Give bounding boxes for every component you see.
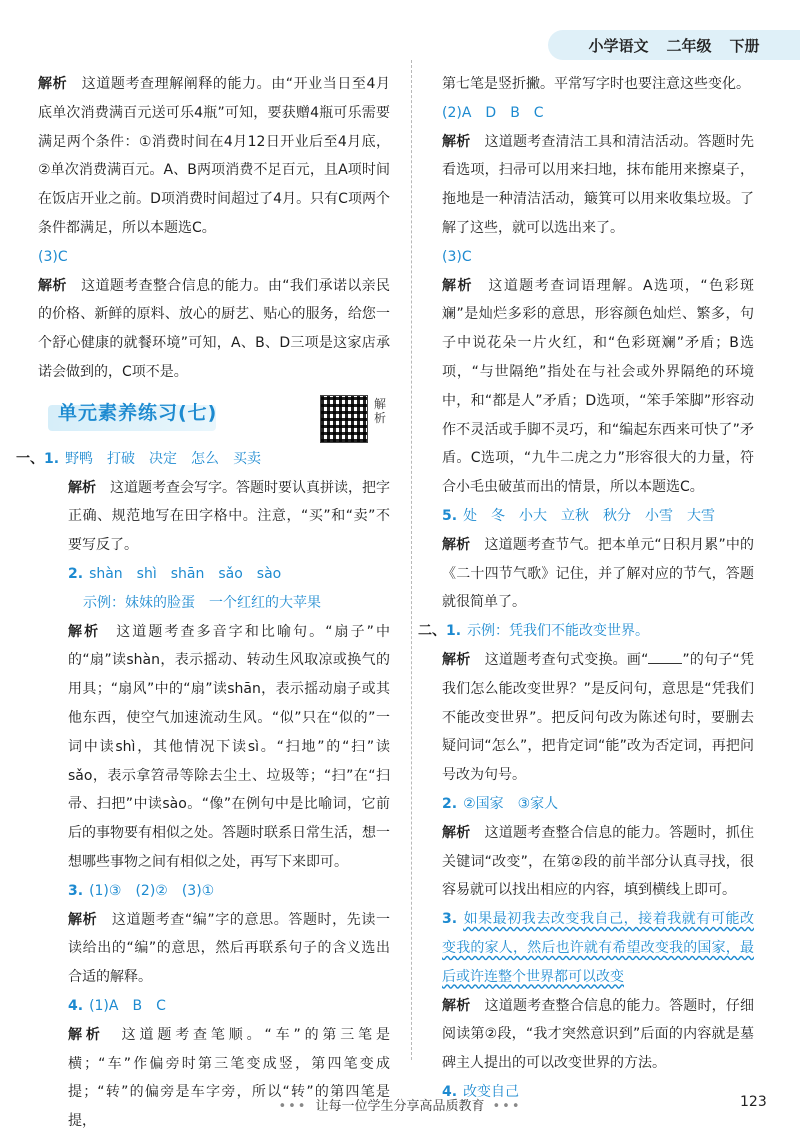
header-tab <box>548 30 800 60</box>
unit-title: 单元素养练习(七) <box>58 401 218 424</box>
q2-example: 示例：妹妹的脸蛋 一个红红的大苹果 <box>83 594 321 611</box>
q2-analysis: 解析 这道题考查多音字和比喻句。“扇子”中的“扇”读shàn，表示摇动、转动生风取凉或换气的用具；“扇风”中的“扇”读shān，表示摇动扇子或其他东西，使空气加速流动生风。“似”只在“似的”一词中读shì，其他情况下读sì。“扫地”的“扫”读sǎo，表示拿笤帚等除去尘土、垃圾等；“扫”在“扫帚、扫把”中读sào。“像”在例句中是比喻词，它前后的事物要有相似之处。答题时联系日常生活，想一想哪些事物之间有相似之处，再写下来即可。 <box>68 623 391 870</box>
unit-title-block <box>38 395 390 439</box>
q4-answer-line: 4. (1)A B C <box>68 997 166 1014</box>
footer-slogan: 让每一位学生分享高品质教育 <box>315 1099 485 1114</box>
q5-answer-line: 5. 处 冬 小大 立秋 秋分 小雪 大雪 <box>442 507 716 524</box>
column-divider <box>411 60 412 1060</box>
q2-pinyin: shàn shì shān sǎo sào <box>89 565 282 582</box>
right-analysis-2: 解析 这道题考查词语理解。A选项，“色彩斑斓”是灿烂多彩的意思，形容颜色灿烂、繁多，句子中说花朵一片火红，和“色彩斑斓”矛盾；B选项，“与世隔绝”指处在与社会或外界隔绝的环境中，和“都是人”矛盾；D选项，“笨手笨脚”形容动作不灵活或手脚不灵巧，和“编起东西来可快了”矛盾。C选项，“九牛二虎之力”形容很大的力量，符合小毛虫破茧而出的情景，所以本题选C。 <box>442 277 755 496</box>
jiexi-label: 解析 <box>38 277 67 294</box>
footer <box>0 1095 800 1114</box>
q2-answer-line: 2. shàn shì shān sǎo sào <box>68 565 282 582</box>
qr-code-icon[interactable] <box>320 395 368 443</box>
header-term: 下册 <box>729 36 760 55</box>
left-column <box>16 70 391 1136</box>
s2-q3-answer: 如果最初我去改变我自己，接着我就有可能改变我的家人，然后也许就有希望改变我的国家，最后或许连整个世界都可以改变 <box>442 911 754 985</box>
section-two-q1: 二、1. 示例：凭我们不能改变世界。 <box>418 623 650 640</box>
right-answer-3: (3)C <box>442 248 472 265</box>
right-answer-2: (2)A D B C <box>442 104 544 121</box>
q3-analysis: 解析 这道题考查“编”字的意思。答题时，先读一读给出的“编”的意思，然后再联系句子的含义选出合适的解释。 <box>68 911 391 986</box>
s2-q4-answer-line: 4. 改变自己 <box>442 1083 520 1100</box>
right-continuation: 第七笔是竖折撇。平常写字时也要注意这些变化。 <box>442 76 750 92</box>
qr-label: 解析 <box>374 396 387 425</box>
left-answer-3: (3)C <box>38 248 68 265</box>
left-analysis-1: 解析 这道题考查理解阐释的能力。由“开业当日至4月底单次消费满百元送可乐4瓶”可知，要获赠4瓶可乐需要满足两个条件：①消费时间在4月12日开业后至4月底，②单次消费满百元。A、B两项消费不足百元，且A项时间在饭店开业之前。D项消费时间超过了4月。只有C项两个条件都满足，所以本题选C。 <box>38 76 390 236</box>
jiexi-label: 解析 <box>38 76 68 92</box>
section-one-q1: 一、1. 野鸭 打破 决定 怎么 买卖 <box>16 450 262 467</box>
q4-analysis: 解析 这道题考查笔顺。“车”的第三笔是横；“车”作偏旁时第三笔变成竖，第四笔变成提；“转”的偏旁是车字旁，所以“转”的第四笔是提， <box>68 1026 391 1130</box>
left-analysis-2: 解析 这道题考查整合信息的能力。由“我们承诺以亲民的价格、新鲜的原料、放心的厨艺、贴心的服务，给您一个舒心健康的就餐环境”可知，A、B、D三项是这家店承诺会做到的，C项不是。 <box>38 277 391 380</box>
q3-answer-line: 3. (1)③ (2)② (3)① <box>68 882 215 899</box>
q1-answer: 野鸭 打破 决定 怎么 买卖 <box>65 450 262 467</box>
underline-blank <box>648 649 682 664</box>
s2-q2-answer-line: 2. ②国家 ③家人 <box>442 795 559 812</box>
right-column <box>418 70 755 1107</box>
s2-q2-analysis: 解析 这道题考查整合信息的能力。答题时，抓住关键词“改变”，在第②段的前半部分认真寻找，很容易就可以找出相应的内容，填到横线上即可。 <box>442 824 755 899</box>
right-analysis-1: 解析 这道题考查清洁工具和清洁活动。答题时先看选项，扫帚可以用来扫地，抹布能用来擦桌子，拖地是一种清洁活动，簸箕可以用来收集垃圾。了解了这些，就可以选出来了。 <box>442 133 755 236</box>
header-grade: 二年级 <box>666 36 712 55</box>
s2-q3-analysis: 解析 这道题考查整合信息的能力。答题时，仔细阅读第②段，“我才突然意识到”后面的内容就是墓碑主人提出的可以改变世界的方法。 <box>442 997 755 1072</box>
header-subject: 小学语文 <box>588 36 649 55</box>
q1-analysis: 解析 这道题考查会写字。答题时要认真拼读，把字正确、规范地写在田字格中。注意，“买”和“卖”不要写反了。 <box>68 479 390 554</box>
footer-dots-left: ••• <box>278 1099 308 1114</box>
page-number: 123 <box>740 1094 767 1110</box>
s2-q1-analysis: 解析 这道题考查句式变换。画“ ”的句子“凭我们怎么能改变世界？”是反问句，意思是“凭我们不能改变世界”。把反问句改为陈述句时，要删去疑问词“怎么”，把肯定词“能”改为否定词，再把问号改为句号。 <box>442 646 754 790</box>
q5-analysis: 解析 这道题考查节气。把本单元“日积月累”中的《二十四节气歌》记住，并了解对应的节气，答题就很简单了。 <box>442 536 755 611</box>
footer-dots-right: ••• <box>492 1099 522 1114</box>
s2-q3-answer-line: 3. 如果最初我去改变我自己，接着我就有可能改变我的家人，然后也许就有希望改变我的国家，最后或许连整个世界都可以改变 <box>442 911 754 985</box>
